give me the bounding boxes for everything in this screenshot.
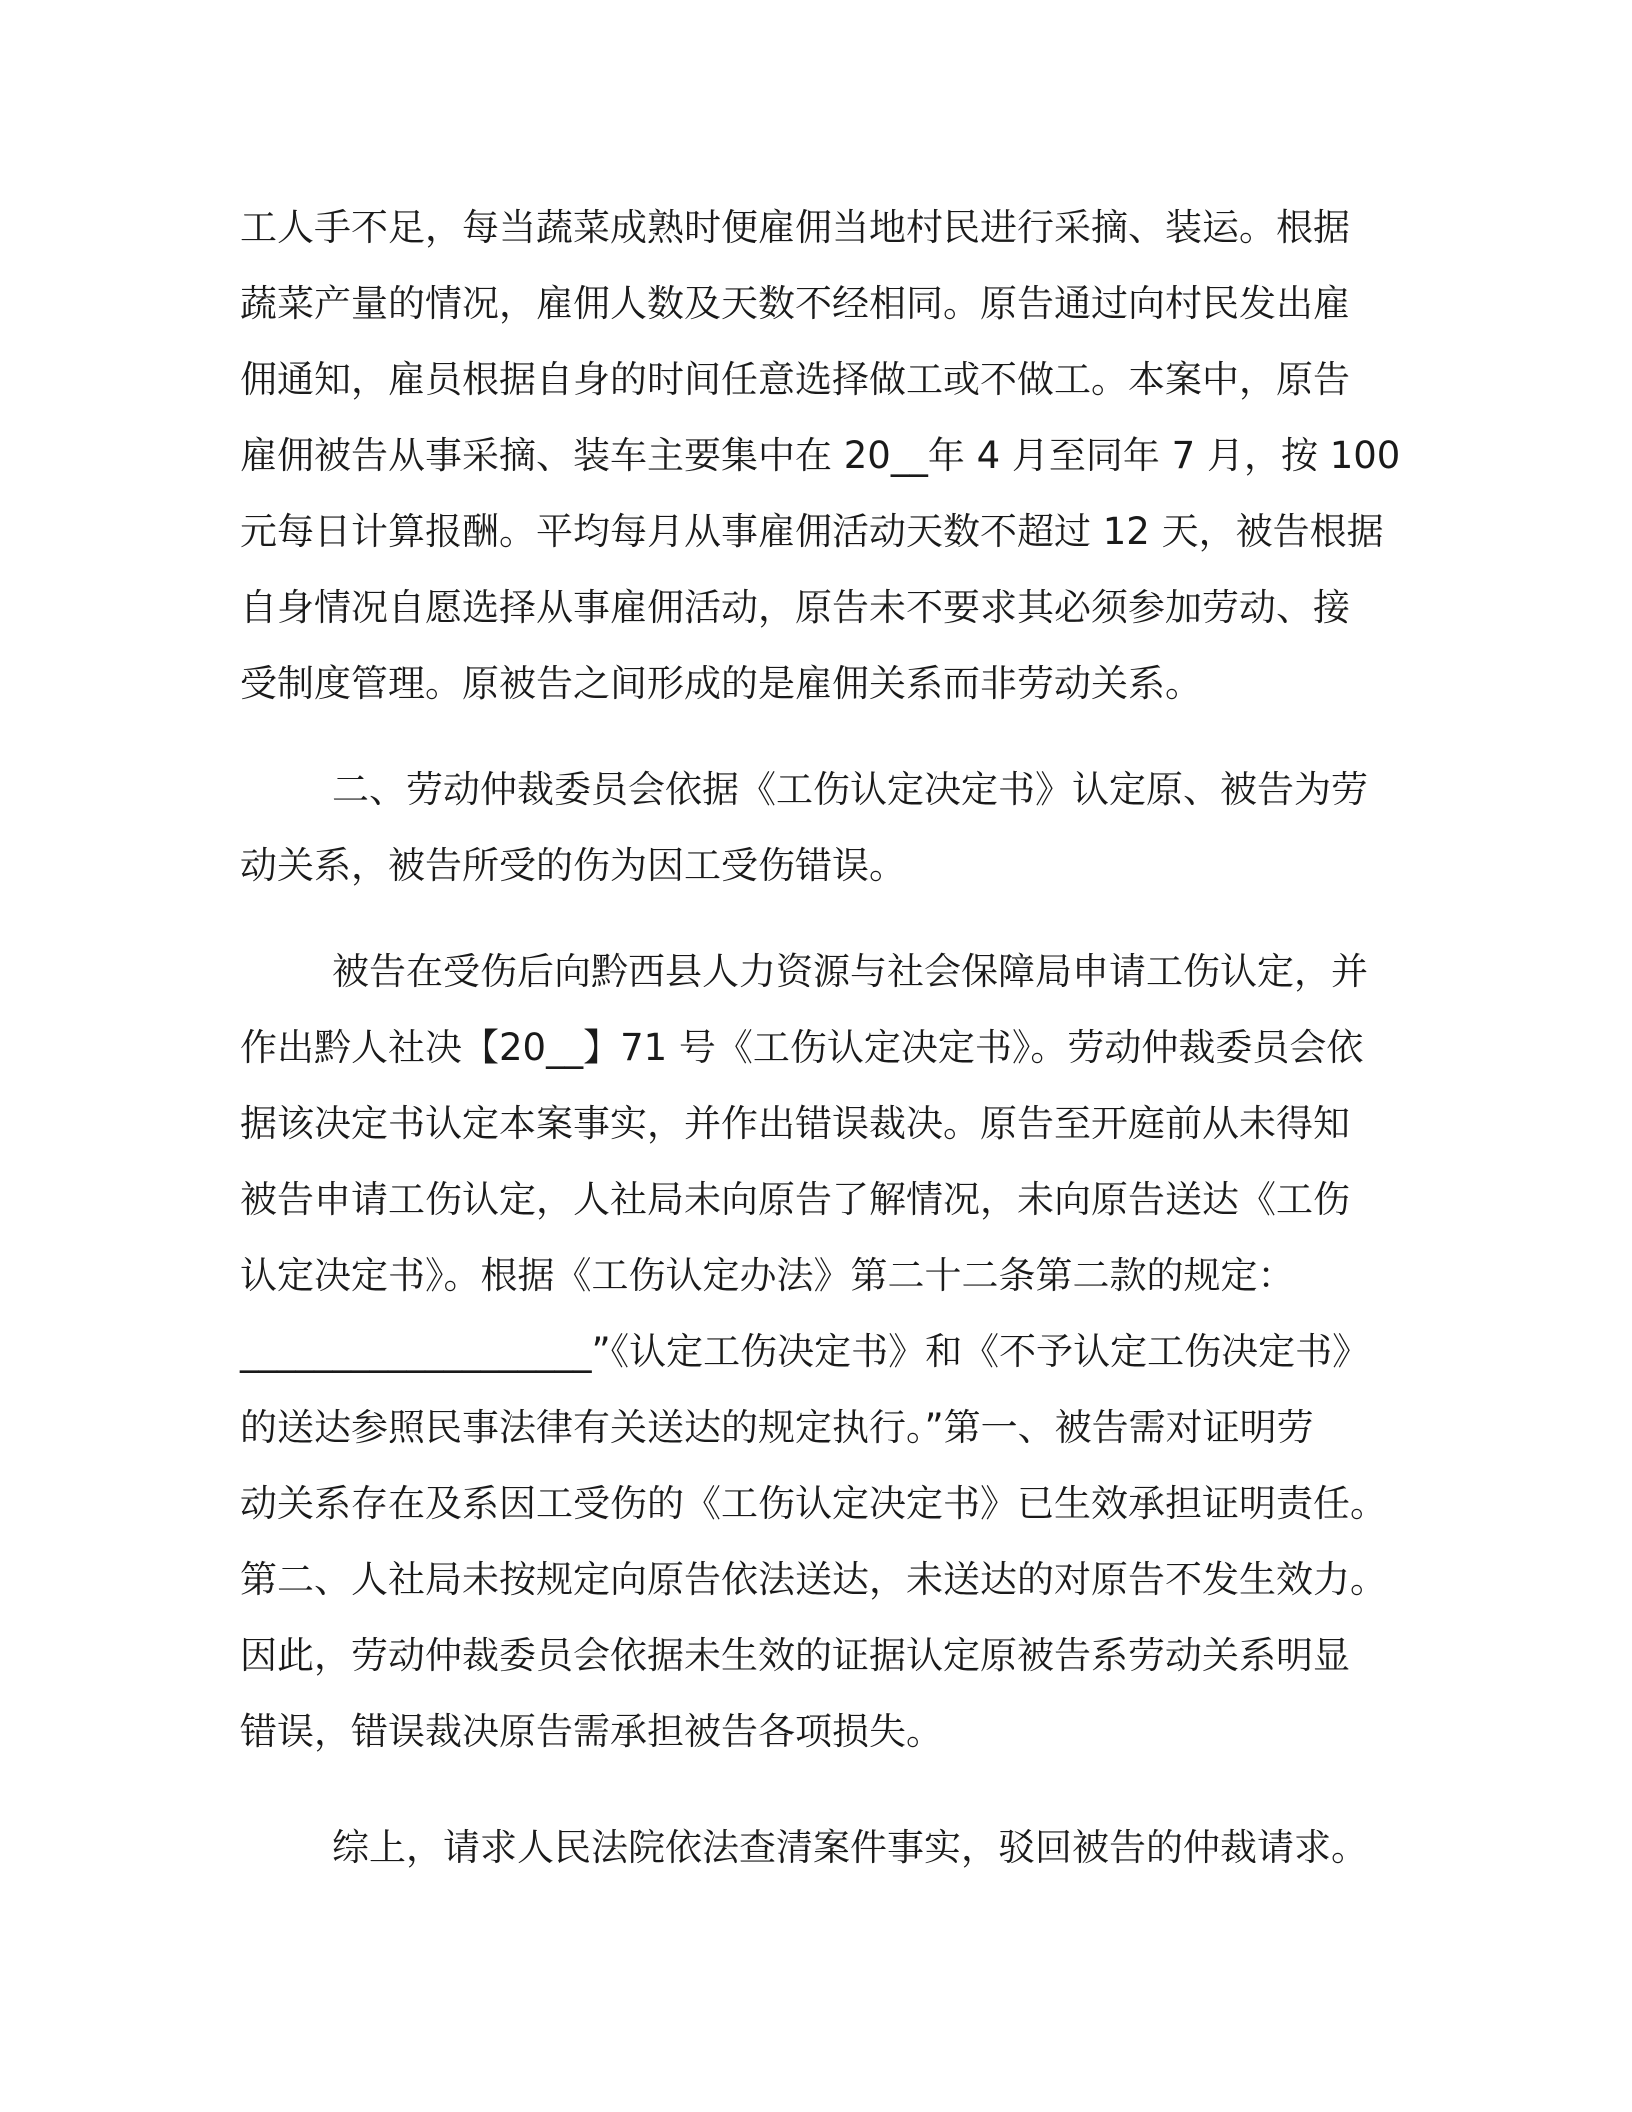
text-line: 佣通知，雇员根据自身的时间任意选择做工或不做工。本案中，原告: [240, 358, 1350, 401]
text-line: 元每日计算报酬。平均每月从事雇佣活动天数不超过 12 天，被告根据: [240, 510, 1384, 553]
text-line: ___________________”《认定工伤决定书》和《不予认定工伤决定书》: [240, 1330, 1370, 1373]
paragraph-injury-certification: [240, 934, 1400, 1770]
paragraph-conclusion: [240, 1810, 1400, 1886]
text-line: 动关系，被告所受的伤为因工受伤错误。: [240, 844, 906, 887]
text-line: 因此，劳动仲裁委员会依据未生效的证据认定原被告系劳动关系明显: [240, 1634, 1350, 1677]
text-line: 被告申请工伤认定，人社局未向原告了解情况，未向原告送达《工伤: [240, 1178, 1350, 1221]
text-line: 工人手不足，每当蔬菜成熟时便雇佣当地村民进行采摘、装运。根据: [240, 206, 1350, 249]
text-line: 错误，错误裁决原告需承担被告各项损失。: [240, 1710, 943, 1753]
text-line: 动关系存在及系因工受伤的《工伤认定决定书》已生效承担证明责任。: [240, 1482, 1387, 1525]
document-page: [240, 190, 1400, 1886]
text-line: 受制度管理。原被告之间形成的是雇佣关系而非劳动关系。: [240, 662, 1202, 705]
text-line: 据该决定书认定本案事实，并作出错误裁决。原告至开庭前从未得知: [240, 1102, 1350, 1145]
text-line: 综上，请求人民法院依法查清案件事实，驳回被告的仲裁请求。: [332, 1826, 1368, 1869]
text-line: 二、劳动仲裁委员会依据《工伤认定决定书》认定原、被告为劳: [332, 768, 1368, 811]
text-line: 的送达参照民事法律有关送达的规定执行。”第一、被告需对证明劳: [240, 1406, 1314, 1449]
text-line: 雇佣被告从事采摘、装车主要集中在 20__年 4 月至同年 7 月，按 100: [240, 434, 1401, 477]
text-line: 被告在受伤后向黔西县人力资源与社会保障局申请工伤认定，并: [332, 950, 1368, 993]
text-line: 作出黔人社决【20__】71 号《工伤认定决定书》。劳动仲裁委员会依: [240, 1026, 1364, 1069]
text-line: 自身情况自愿选择从事雇佣活动，原告未不要求其必须参加劳动、接: [240, 586, 1350, 629]
section-heading-two: [240, 752, 1400, 904]
text-line: 第二、人社局未按规定向原告依法送达，未送达的对原告不发生效力。: [240, 1558, 1387, 1601]
paragraph-employment-relation: [240, 190, 1400, 722]
text-line: 蔬菜产量的情况，雇佣人数及天数不经相同。原告通过向村民发出雇: [240, 282, 1350, 325]
text-line: 认定决定书》。根据《工伤认定办法》第二十二条第二款的规定：: [240, 1254, 1295, 1297]
